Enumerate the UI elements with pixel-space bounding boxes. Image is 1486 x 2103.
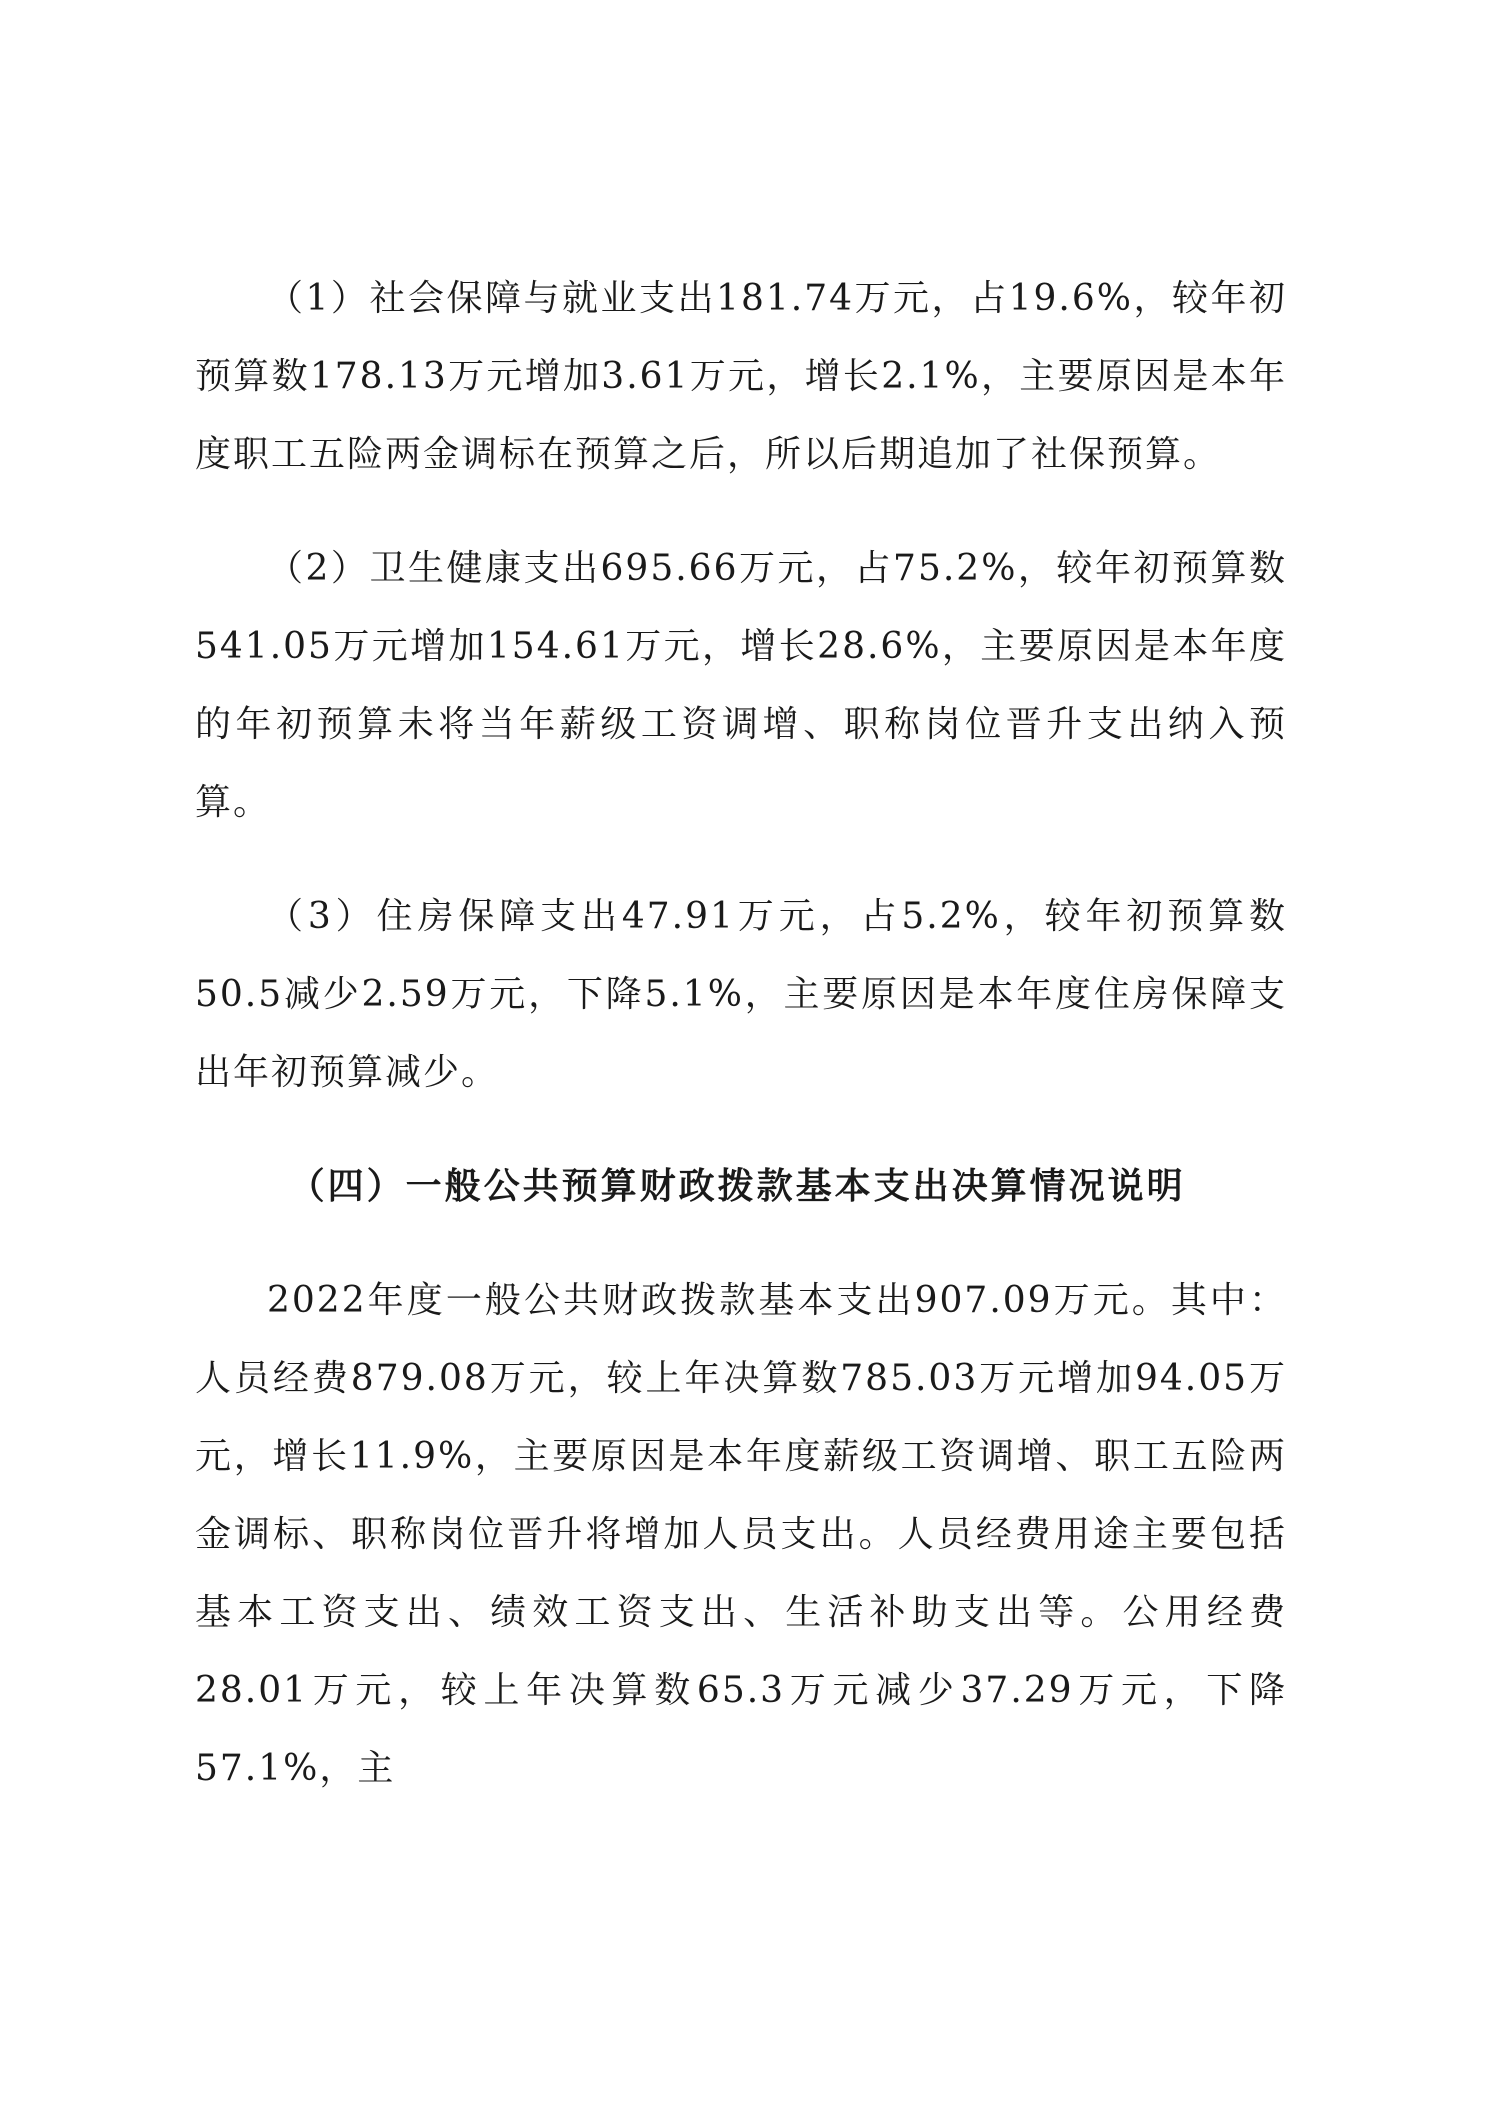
paragraph-health: （2）卫生健康支出695.66万元，占75.2%，较年初预算数541.05万元增加154.61万元，增长28.6%，主要原因是本年度的年初预算未将当年薪级工资调增、职称岗位晋升支出纳入预算。: [195, 548, 1287, 823]
paragraph-spacer: [195, 842, 1287, 878]
paragraph-basic-expenditure: 2022年度一般公共财政拨款基本支出907.09万元。其中：人员经费879.08万元，较上年决算数785.03万元增加94.05万元，增长11.9%，主要原因是本年度薪级工资调增、职工五险两金调标、职称岗位晋升将增加人员支出。人员经费用途主要包括基本工资支出、绩效工资支出、生活补助支出等。公用经费28.01万元，较上年决算数65.3万元减少37.29万元，下降57.1%，主: [195, 1280, 1287, 1789]
paragraph-spacer: [195, 1112, 1287, 1148]
section-heading: （四）一般公共预算财政拨款基本支出决算情况说明: [288, 1166, 1186, 1207]
paragraph-spacer: [195, 494, 1287, 530]
paragraph-social-security: （1）社会保障与就业支出181.74万元，占19.6%，较年初预算数178.13万元增加3.61万元，增长2.1%，主要原因是本年度职工五险两金调标在预算之后，所以后期追加了社保预算。: [195, 278, 1287, 475]
document-body: [195, 260, 1287, 1808]
paragraph-housing: （3）住房保障支出47.91万元，占5.2%，较年初预算数50.5减少2.59万元，下降5.1%，主要原因是本年度住房保障支出年初预算减少。: [195, 896, 1287, 1093]
paragraph-spacer: [195, 1226, 1287, 1262]
